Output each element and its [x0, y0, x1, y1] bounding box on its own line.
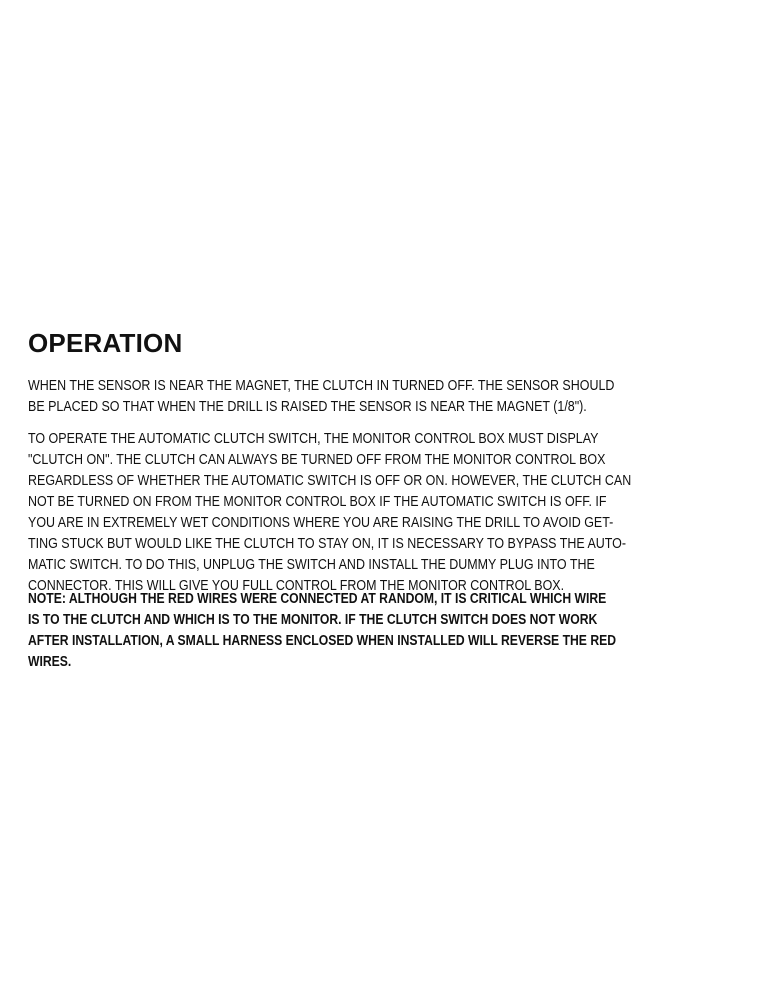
text-line: NOTE: ALTHOUGH THE RED WIRES WERE CONNECTED AT RANDOM, IT IS CRITICAL WHICH WIRE: [28, 591, 607, 607]
text-line: AFTER INSTALLATION, A SMALL HARNESS ENCLOSED WHEN INSTALLED WILL REVERSE THE RED: [28, 633, 617, 649]
text-line: TING STUCK BUT WOULD LIKE THE CLUTCH TO STAY ON, IT IS NECESSARY TO BYPASS THE AUTO-: [28, 536, 627, 552]
paragraph-note: [28, 589, 728, 673]
paragraph-automatic-clutch: [28, 429, 729, 597]
text-line: WHEN THE SENSOR IS NEAR THE MAGNET, THE CLUTCH IN TURNED OFF. THE SENSOR SHOULD: [28, 378, 615, 394]
text-line: WIRES.: [28, 654, 72, 670]
text-line: "CLUTCH ON". THE CLUTCH CAN ALWAYS BE TURNED OFF FROM THE MONITOR CONTROL BOX: [28, 452, 606, 468]
text-line: IS TO THE CLUTCH AND WHICH IS TO THE MONITOR. IF THE CLUTCH SWITCH DOES NOT WORK: [28, 612, 598, 628]
text-line: TO OPERATE THE AUTOMATIC CLUTCH SWITCH, THE MONITOR CONTROL BOX MUST DISPLAY: [28, 431, 599, 447]
text-line: NOT BE TURNED ON FROM THE MONITOR CONTROL BOX IF THE AUTOMATIC SWITCH IS OFF. IF: [28, 494, 607, 510]
section-heading: OPERATION: [28, 328, 183, 358]
text-line: YOU ARE IN EXTREMELY WET CONDITIONS WHERE YOU ARE RAISING THE DRILL TO AVOID GET-: [28, 515, 614, 531]
text-line: CONNECTOR. THIS WILL GIVE YOU FULL CONTROL FROM THE MONITOR CONTROL BOX.: [28, 578, 565, 594]
text-line: REGARDLESS OF WHETHER THE AUTOMATIC SWITCH IS OFF OR ON. HOWEVER, THE CLUTCH CAN: [28, 473, 632, 489]
paragraph-sensor-placement: [28, 376, 710, 418]
text-line: MATIC SWITCH. TO DO THIS, UNPLUG THE SWITCH AND INSTALL THE DUMMY PLUG INTO THE: [28, 557, 595, 573]
text-line: BE PLACED SO THAT WHEN THE DRILL IS RAISED THE SENSOR IS NEAR THE MAGNET (1/8").: [28, 399, 587, 415]
